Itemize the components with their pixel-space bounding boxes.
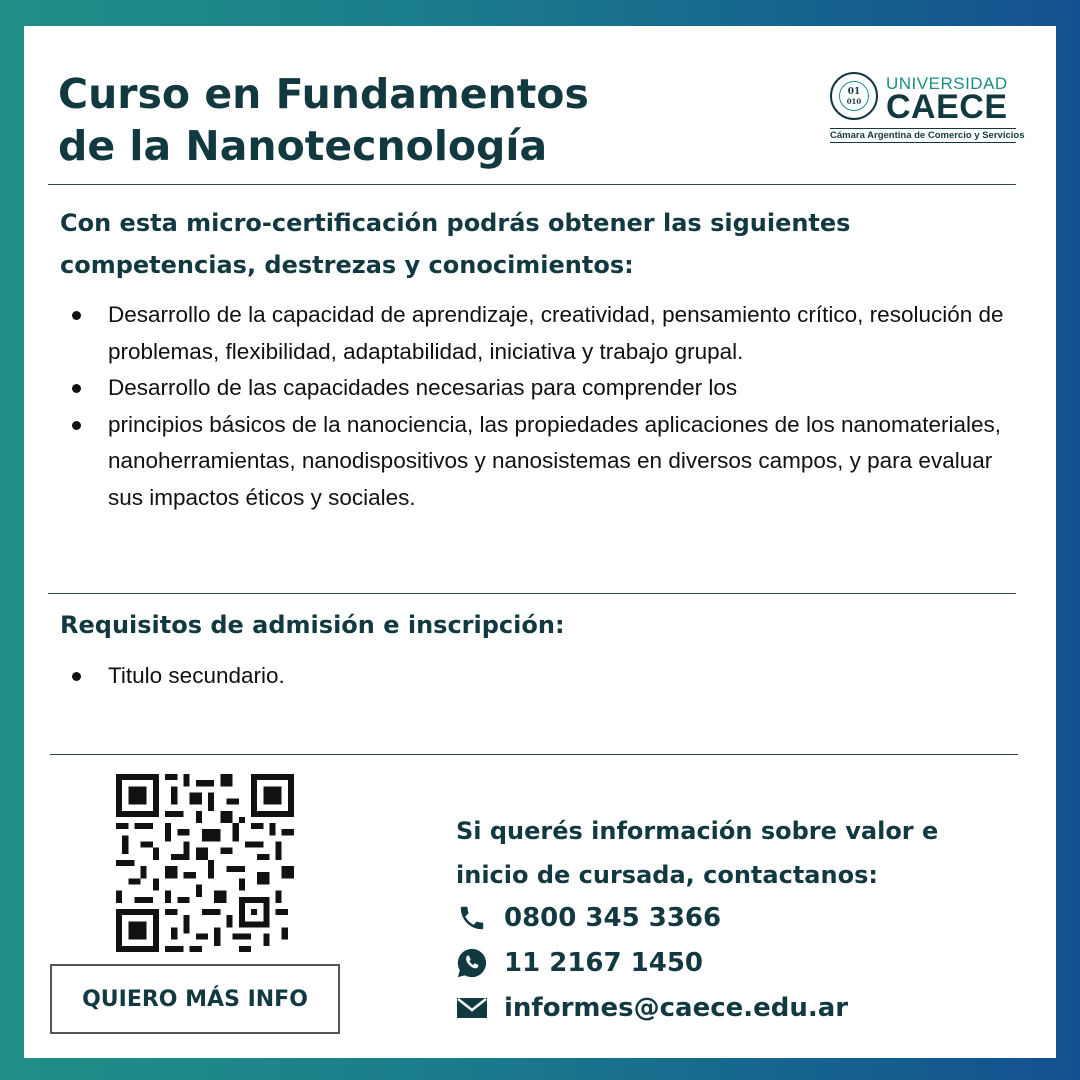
contact-email[interactable]	[454, 988, 848, 1028]
logo-seal-icon	[830, 72, 878, 120]
list-item: Desarrollo de las capacidades necesarias para comprender los	[68, 370, 1008, 407]
whatsapp-icon	[454, 945, 490, 981]
phone-icon	[454, 900, 490, 936]
email-address: informes@caece.edu.ar	[504, 993, 849, 1023]
contact-whatsapp[interactable]	[454, 943, 703, 983]
divider	[50, 754, 1018, 755]
list-item: Desarrollo de la capacidad de aprendizaje, creatividad, pensamiento crítico, resolución de problemas, flexibilidad, adaptabilidad, iniciativa y trabajo grupal.	[68, 297, 1008, 370]
page-title	[58, 68, 589, 172]
competencias-heading	[60, 202, 850, 286]
contact-heading	[456, 809, 938, 897]
requisitos-heading: Requisitos de admisión e inscripción:	[60, 611, 565, 639]
phone-number: 0800 345 3366	[504, 903, 722, 933]
competencias-list	[68, 297, 1008, 516]
divider	[48, 184, 1016, 185]
competencias-heading-line-1: Con esta micro-certificación podrás obtener las siguientes	[60, 209, 851, 237]
list-item: Titulo secundario.	[68, 658, 1008, 695]
logo-word-caece: CAECE	[886, 88, 1008, 126]
whatsapp-number: 11 2167 1450	[504, 948, 704, 978]
quiero-mas-info-button[interactable]: QUIERO MÁS INFO	[50, 964, 340, 1034]
mail-icon	[454, 990, 490, 1026]
logo-word-universidad: UNIVERSIDAD	[886, 74, 1008, 93]
logo-seal-bottom: 010	[846, 97, 862, 106]
contact-heading-line-1: Si querés información sobre valor e	[456, 817, 939, 845]
logo-subtitle: Cámara Argentina de Comercio y Servicios	[830, 130, 1025, 141]
list-item: principios básicos de la nanociencia, las propiedades aplicaciones de los nanomateriales, nanoherramientas, nanodispositivos y nanosistemas en diversos campos, y para evaluar sus impactos éticos y sociales.	[68, 407, 1008, 517]
contact-heading-line-2: inicio de cursada, contactanos:	[456, 861, 878, 889]
competencias-heading-line-2: competencias, destrezas y conocimientos:	[60, 251, 634, 279]
flyer-card	[24, 26, 1056, 1058]
caece-logo	[830, 72, 1025, 144]
contact-phone[interactable]	[454, 898, 721, 938]
title-line-2: de la Nanotecnología	[58, 122, 548, 170]
qr-code-icon[interactable]	[116, 774, 294, 952]
divider	[48, 593, 1016, 594]
logo-seal-top: 01	[847, 87, 861, 97]
requisitos-list	[68, 658, 1008, 695]
title-line-1: Curso en Fundamentos	[58, 70, 589, 118]
